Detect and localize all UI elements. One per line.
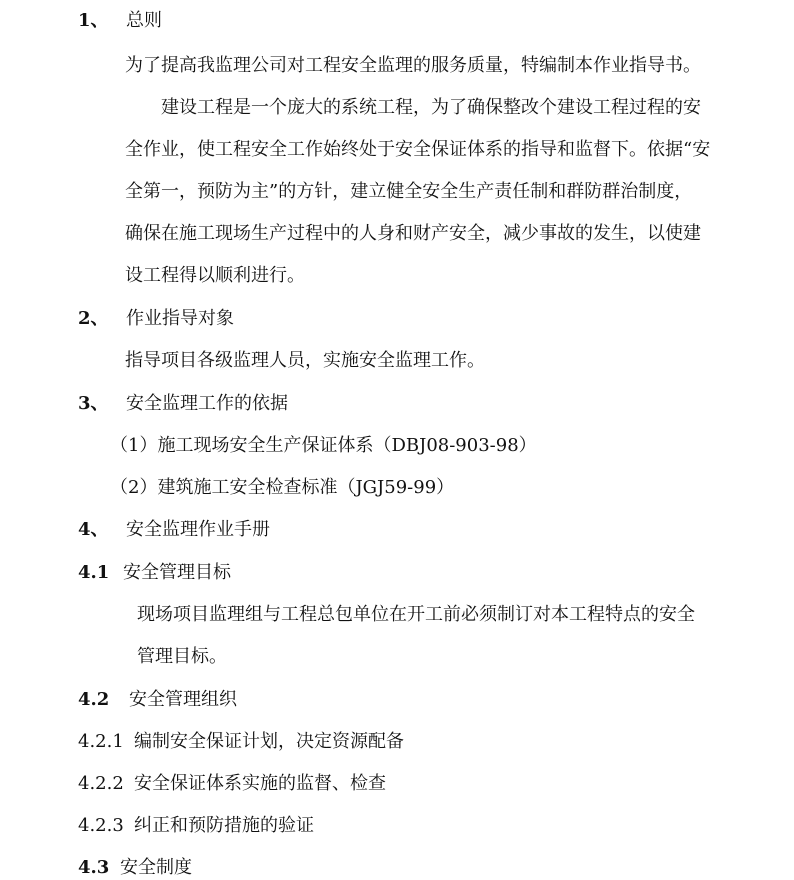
subsection-4-2-item-3 <box>78 815 314 837</box>
subsection-number: 4.3 <box>78 857 110 878</box>
section-title: 总则 <box>126 10 162 31</box>
section-title: 安全监理作业手册 <box>126 519 270 540</box>
subsection-4-2-item-2 <box>78 773 386 795</box>
section-number: 3、 <box>78 393 109 414</box>
subsection-4-3-heading <box>78 857 192 879</box>
section-3-item-1: （1）施工现场安全生产保证体系（DBJ08-903-98） <box>110 435 537 456</box>
item-text: 纠正和预防措施的验证 <box>134 815 314 836</box>
section-title: 安全监理工作的依据 <box>126 393 288 414</box>
item-text: 编制安全保证计划，决定资源配备 <box>134 731 404 752</box>
section-number: 1、 <box>78 10 109 31</box>
subsection-4-1-para-line-2: 管理目标。 <box>137 646 227 667</box>
subsection-4-2-item-1 <box>78 731 404 753</box>
subsection-number: 4.1 <box>78 562 110 583</box>
section-2-para: 指导项目各级监理人员，实施安全监理工作。 <box>125 350 485 371</box>
section-1-para-1: 为了提高我监理公司对工程安全监理的服务质量，特编制本作业指导书。 <box>125 55 701 76</box>
subsection-4-2-heading <box>78 689 237 711</box>
item-number: 4.2.1 <box>78 731 124 752</box>
section-number: 2、 <box>78 308 109 329</box>
section-1-para-2-line-5: 设工程得以顺利进行。 <box>125 265 305 286</box>
subsection-4-1-heading <box>78 562 231 584</box>
section-1-para-2-line-4: 确保在施工现场生产过程中的人身和财产安全，减少事故的发生，以使建 <box>125 223 701 244</box>
section-3-item-2: （2）建筑施工安全检查标准（JGJ59-99） <box>110 477 455 498</box>
section-title: 作业指导对象 <box>126 308 234 329</box>
subsection-4-1-para-line-1: 现场项目监理组与工程总包单位在开工前必须制订对本工程特点的安全 <box>137 604 695 625</box>
section-1-heading <box>78 10 162 32</box>
section-4-heading <box>78 519 270 541</box>
subsection-number: 4.2 <box>78 689 110 710</box>
section-2-heading <box>78 308 234 330</box>
subsection-title: 安全管理目标 <box>123 562 231 583</box>
item-number: 4.2.2 <box>78 773 124 794</box>
section-1-para-2-line-2: 全作业，使工程安全工作始终处于安全保证体系的指导和监督下。依据“安 <box>125 139 711 160</box>
section-1-para-2-line-1: 建设工程是一个庞大的系统工程，为了确保整改个建设工程过程的安 <box>161 97 701 118</box>
section-3-heading <box>78 393 288 415</box>
item-number: 4.2.3 <box>78 815 124 836</box>
item-text: 安全保证体系实施的监督、检查 <box>134 773 386 794</box>
subsection-title: 安全制度 <box>120 857 192 878</box>
subsection-title: 安全管理组织 <box>129 689 237 710</box>
section-1-para-2-line-3: 全第一，预防为主”的方针，建立健全安全生产责任制和群防群治制度， <box>125 181 693 202</box>
section-number: 4、 <box>78 519 109 540</box>
